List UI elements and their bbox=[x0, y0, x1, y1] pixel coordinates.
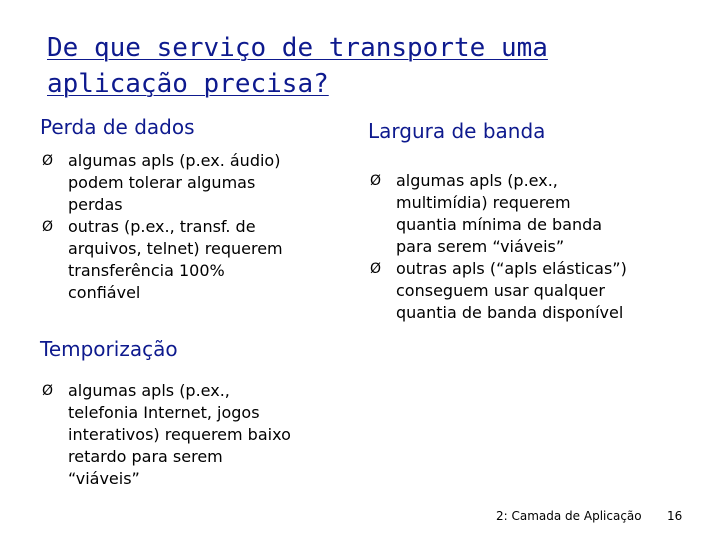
arrow-bullet-icon: Ø bbox=[370, 173, 382, 189]
bullet-text-line: retardo para serem bbox=[68, 447, 223, 466]
arrow-bullet-icon: Ø bbox=[42, 383, 54, 399]
bullet-text-line: outras apls (“apls elásticas”) bbox=[396, 259, 627, 278]
bullet-text-line: perdas bbox=[68, 195, 123, 214]
bullet-item bbox=[40, 380, 380, 490]
page-number: 16 bbox=[667, 509, 683, 523]
bullet-list bbox=[368, 170, 708, 324]
bullet-text-line: telefonia Internet, jogos bbox=[68, 403, 260, 422]
bullet-text-line: outras (p.ex., transf. de bbox=[68, 217, 256, 236]
bullet-text-line: arquivos, telnet) requerem bbox=[68, 239, 283, 258]
bullet-text-line: conseguem usar qualquer bbox=[396, 281, 605, 300]
bullet-item bbox=[40, 150, 360, 216]
bullet-text-line: algumas apls (p.ex., bbox=[396, 171, 558, 190]
slide-title-line: aplicação precisa? bbox=[47, 69, 329, 99]
bullet-text-line: “viáveis” bbox=[68, 469, 140, 488]
arrow-bullet-icon: Ø bbox=[370, 261, 382, 277]
bullet-text-line: podem tolerar algumas bbox=[68, 173, 256, 192]
section-heading: Largura de banda bbox=[368, 119, 546, 143]
slide-title bbox=[47, 30, 647, 102]
bullet-text-line: algumas apls (p.ex. áudio) bbox=[68, 151, 281, 170]
section-heading: Perda de dados bbox=[40, 115, 195, 139]
section-perda-de-dados bbox=[40, 114, 360, 304]
bullet-text-line: quantia mínima de banda bbox=[396, 215, 603, 234]
section-largura-de-banda bbox=[368, 118, 708, 324]
bullet-item bbox=[368, 170, 708, 258]
bullet-text-line: para serem “viáveis” bbox=[396, 237, 565, 256]
bullet-text-line: algumas apls (p.ex., bbox=[68, 381, 230, 400]
section-heading: Temporização bbox=[40, 337, 178, 361]
bullet-text-line: transferência 100% bbox=[68, 261, 225, 280]
bullet-item bbox=[368, 258, 708, 324]
arrow-bullet-icon: Ø bbox=[42, 219, 54, 235]
bullet-text-line: interativos) requerem baixo bbox=[68, 425, 291, 444]
section-temporizacao bbox=[40, 336, 380, 490]
bullet-text-line: multimídia) requerem bbox=[396, 193, 571, 212]
footer-chapter-label: 2: Camada de Aplicação bbox=[496, 509, 642, 523]
bullet-item bbox=[40, 216, 360, 304]
slide-title-line: De que serviço de transporte uma bbox=[47, 33, 548, 63]
bullet-text-line: quantia de banda disponível bbox=[396, 303, 624, 322]
bullet-list bbox=[40, 150, 360, 304]
bullet-text-line: confiável bbox=[68, 283, 141, 302]
arrow-bullet-icon: Ø bbox=[42, 153, 54, 169]
bullet-list bbox=[40, 380, 380, 490]
